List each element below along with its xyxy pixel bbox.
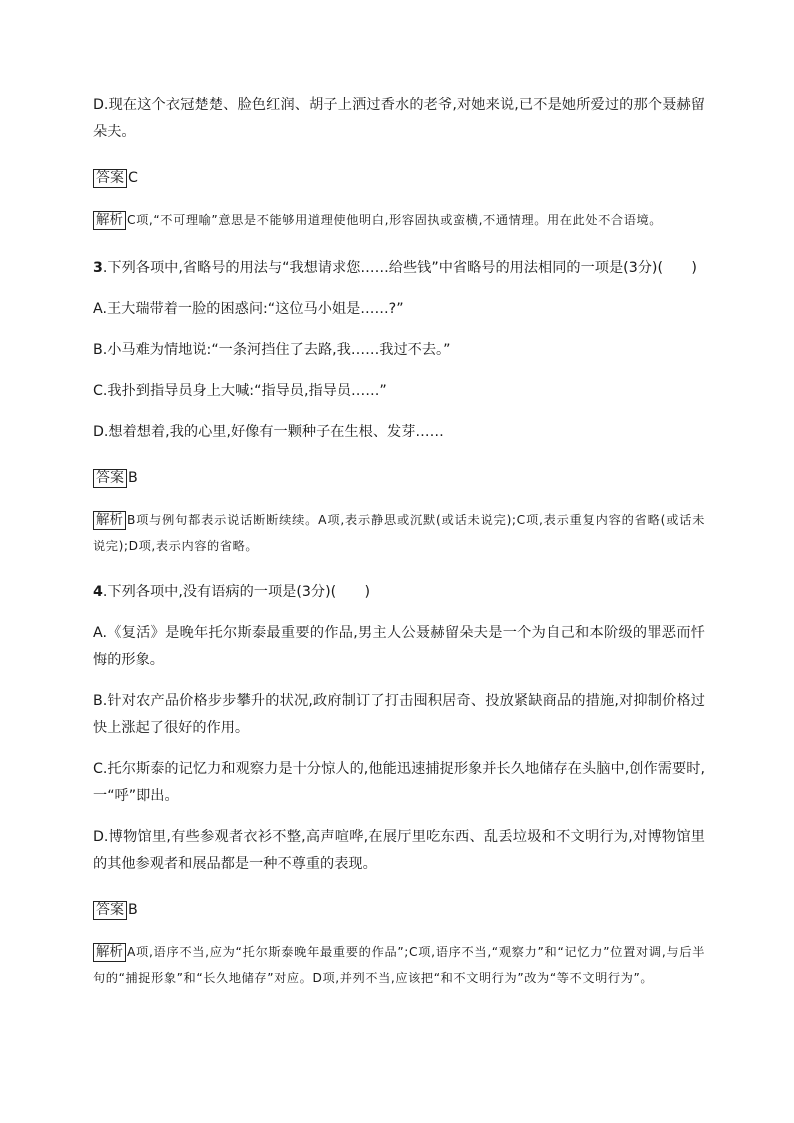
q3-stem (93, 255, 705, 282)
explanation-tag: 解析 (93, 211, 126, 230)
q4-explanation (93, 939, 705, 991)
q2-option-d: D.现在这个衣冠楚楚、脸色红润、胡子上洒过香水的老爷,对她来说,已不是她所爱过的那个聂赫留朵夫。 (93, 97, 705, 140)
q3-explanation (93, 507, 705, 559)
q3-option-a: A.王大瑞带着一脸的困惑问:“这位马小姐是……?” (93, 301, 404, 317)
q4-option-c: C.托尔斯泰的记忆力和观察力是十分惊人的,他能迅速捕捉形象并长久地储存在头脑中,创作需要时,一“呼”即出。 (93, 761, 705, 804)
answer-tag: 答案 (93, 169, 127, 188)
explanation-tag: 解析 (93, 943, 126, 962)
q2-answer (93, 168, 705, 188)
explanation-text: C项,“不可理喻”意思是不能够用道理使他明白,形容固执或蛮横,不通情理。用在此处不合语境。 (127, 213, 663, 227)
q3-option-b: B.小马难为情地说:“一条河挡住了去路,我……我过不去。” (93, 342, 451, 358)
question-text: .下列各项中,没有语病的一项是(3分)( ) (102, 584, 371, 600)
q4-stem (93, 579, 705, 606)
question-number: 4 (93, 584, 103, 600)
explanation-text: A项,语序不当,应为“托尔斯泰晚年最重要的作品”;C项,语序不当,“观察力”和“记忆力”位置对调,与后半句的“捕捉形象”和“长久地储存”对应。D项,并列不当,应该把“和不文明行为”改为“等不文明行为”。 (93, 945, 705, 985)
answer-value: B (128, 470, 138, 486)
document-page (93, 92, 705, 991)
answer-value: C (128, 170, 138, 186)
explanation-text: B项与例句都表示说话断断续续。A项,表示静思或沉默(或话未说完);C项,表示重复内容的省略(或话未说完);D项,表示内容的省略。 (93, 513, 705, 553)
q3-option-c: C.我扑到指导员身上大喊:“指导员,指导员……” (93, 383, 387, 399)
q4-option-a: A.《复活》是晚年托尔斯泰最重要的作品,男主人公聂赫留朵夫是一个为自己和本阶级的罪恶而忏悔的形象。 (93, 625, 705, 668)
q4-option-d: D.博物馆里,有些参观者衣衫不整,高声喧哗,在展厅里吃东西、乱丢垃圾和不文明行为,对博物馆里的其他参观者和展品都是一种不尊重的表现。 (93, 829, 705, 872)
question-text: .下列各项中,省略号的用法与“我想请求您……给些钱”中省略号的用法相同的一项是(3分)( ) (102, 260, 697, 276)
answer-value: B (128, 902, 138, 918)
question-number: 3 (93, 260, 103, 276)
q4-answer (93, 900, 705, 920)
q2-explanation (93, 207, 705, 233)
q3-option-d: D.想着想着,我的心里,好像有一颗种子在生根、发芽…… (93, 424, 444, 440)
explanation-tag: 解析 (93, 511, 126, 530)
q3-answer (93, 468, 705, 488)
answer-tag: 答案 (93, 469, 127, 488)
answer-tag: 答案 (93, 901, 127, 920)
q4-option-b: B.针对农产品价格步步攀升的状况,政府制订了打击囤积居奇、投放紧缺商品的措施,对抑制价格过快上涨起了很好的作用。 (93, 693, 705, 736)
